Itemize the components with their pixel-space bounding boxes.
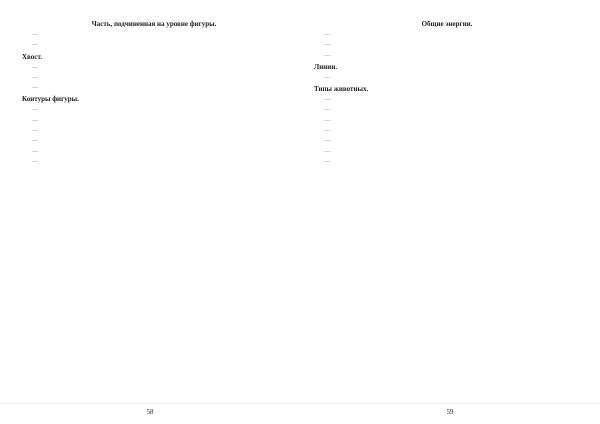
page-baseline (300, 403, 600, 404)
right-subheading-types: Типы животных. (314, 85, 369, 94)
paragraph: … (32, 31, 39, 37)
paragraph: … (32, 106, 39, 113)
paragraph: … (324, 137, 331, 144)
page-number-right: 59 (446, 408, 454, 416)
paragraph: … (324, 41, 331, 48)
paragraph: … (32, 147, 39, 154)
right-page (300, 0, 600, 424)
paragraph: … (32, 73, 39, 80)
paragraph: … (324, 157, 331, 164)
paragraph: … (324, 106, 331, 113)
paragraph: … (324, 127, 331, 134)
paragraph: … (32, 63, 39, 70)
paragraph: … (32, 84, 39, 91)
paragraph: … (324, 31, 331, 37)
page-baseline (0, 403, 300, 404)
right-page-heading: Общие энергии. (421, 20, 473, 28)
paragraph: … (324, 73, 331, 80)
paragraph: … (324, 116, 331, 123)
left-subheading-contours: Контуры фигуры. (22, 95, 79, 104)
paragraph: … (324, 51, 331, 58)
page-number-left: 58 (146, 408, 154, 416)
paragraph: … (324, 147, 331, 154)
paragraph: … (32, 41, 39, 48)
left-subheading-tail: Хвост. (22, 52, 43, 61)
paragraph: … (32, 137, 39, 144)
paragraph: … (32, 157, 39, 164)
paragraph: … (32, 127, 39, 134)
paragraph: … (324, 96, 331, 103)
right-subheading-lines: Линии. (314, 62, 338, 71)
paragraph: … (32, 116, 39, 123)
left-page-heading: Часть, подчиненная на уровне фигуры. (91, 20, 217, 28)
